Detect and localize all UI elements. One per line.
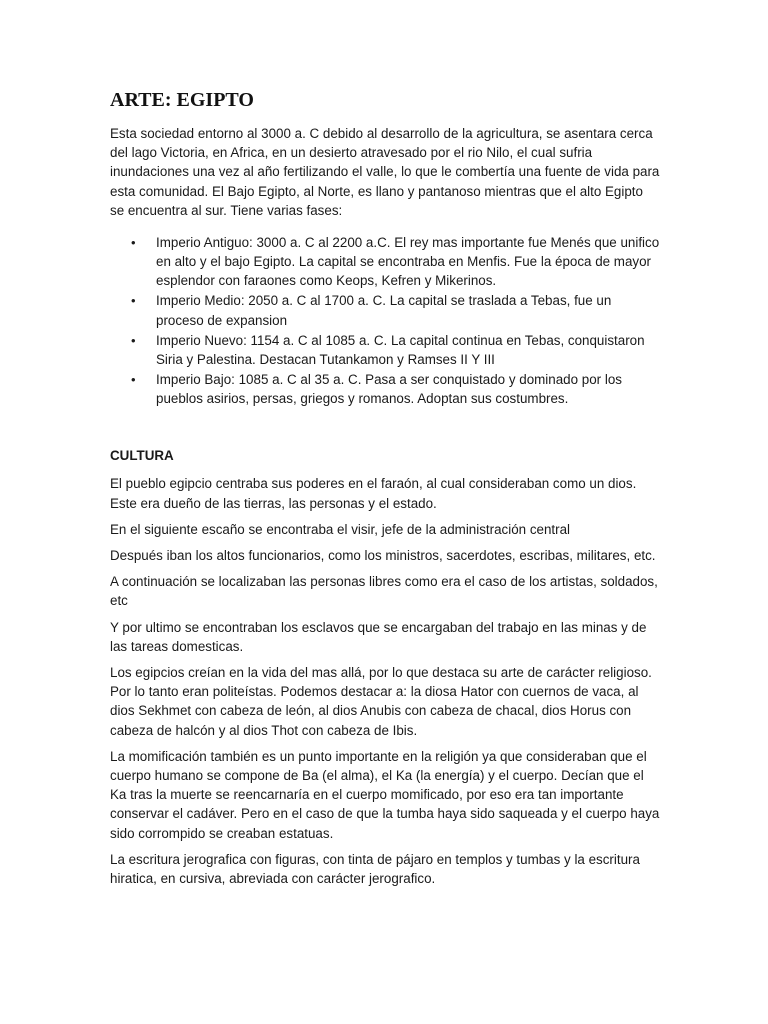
list-item <box>110 370 660 408</box>
culture-paragraph: La escritura jerografica con figuras, con tinta de pájaro en templos y tumbas y la escritura hiratica, en cursiva, abreviada con carácter jerografico. <box>110 851 640 887</box>
phase-text: Imperio Medio: 2050 a. C al 1700 a. C. La capital se traslada a Tebas, fue un proceso de expansion <box>156 293 612 328</box>
section-heading-cultura: CULTURA <box>110 448 174 464</box>
bullet-icon: • <box>131 371 136 387</box>
culture-paragraph: La momificación también es un punto importante en la religión ya que consideraban que el cuerpo humano se compone de Ba (el alma), el Ka (la energía) y el cuerpo. Decían que el Ka tras la muerte se reencarnaría en el cuerpo momificado, por eso era tan importante conservar el cadáver. Pero en el caso de que la tumba haya sido saqueada y el cuerpo haya sido corrompido se creaban estatuas. <box>110 748 660 841</box>
culture-paragraph: En el siguiente escaño se encontraba el visir, jefe de la administración central <box>110 521 571 537</box>
bullet-icon: • <box>131 235 136 251</box>
culture-paragraph: El pueblo egipcio centraba sus poderes en el faraón, al cual consideraban como un dios. Este era dueño de las tierras, las personas y el estado. <box>110 476 637 511</box>
phases-list <box>110 233 660 408</box>
list-item <box>110 233 660 291</box>
bullet-icon: • <box>131 332 136 348</box>
list-item <box>110 291 660 329</box>
document-page <box>110 88 660 895</box>
culture-paragraph: Después iban los altos funcionarios, como los ministros, sacerdotes, escribas, militares, etc. <box>110 548 656 564</box>
bullet-icon: • <box>131 293 136 309</box>
list-item <box>110 331 660 369</box>
phase-text: Imperio Antiguo: 3000 a. C al 2200 a.C. El rey mas importante fue Menés que unifico en alto y el bajo Egipto. La capital se encontraba en Menfis. Fue la época de mayor esplendor con faraones como Keops, Kefren y Mikerinos. <box>156 235 660 289</box>
page-title: ARTE: EGIPTO <box>110 89 254 111</box>
phase-text: Imperio Nuevo: 1154 a. C al 1085 a. C. La capital continua en Tebas, conquistaron Siria y Palestina. Destacan Tutankamon y Ramses II Y III <box>156 332 645 367</box>
culture-paragraph: A continuación se localizaban las personas libres como era el caso de los artistas, soldados, etc <box>110 574 658 609</box>
culture-paragraph: Los egipcios creían en la vida del mas allá, por lo que destaca su arte de carácter religioso. Por lo tanto eran politeístas. Podemos destacar a: la diosa Hator con cuernos de vaca, al dios Sekhmet con cabeza de león, al dios Anubis con cabeza de chacal, dios Horus con cabeza de halcón y al dios Thot con cabeza de Ibis. <box>110 665 652 738</box>
culture-paragraph: Y por ultimo se encontraban los esclavos que se encargaban del trabajo en las minas y de las tareas domesticas. <box>110 619 647 654</box>
phase-text: Imperio Bajo: 1085 a. C al 35 a. C. Pasa a ser conquistado y dominado por los pueblos asirios, persas, griegos y romanos. Adoptan sus costumbres. <box>156 371 622 407</box>
intro-paragraph: Esta sociedad entorno al 3000 a. C debido al desarrollo de la agricultura, se asentara cerca del lago Victoria, en Africa, en un desierto atravesado por el rio Nilo, el cual sufria inundaciones una vez al año fertilizando el valle, lo que le combertía una fuente de vida para esta comunidad. El Bajo Egipto, al Norte, es llano y pantanoso mientras que el alto Egipto se encuentra al sur. Tiene varias fases: <box>110 126 660 218</box>
